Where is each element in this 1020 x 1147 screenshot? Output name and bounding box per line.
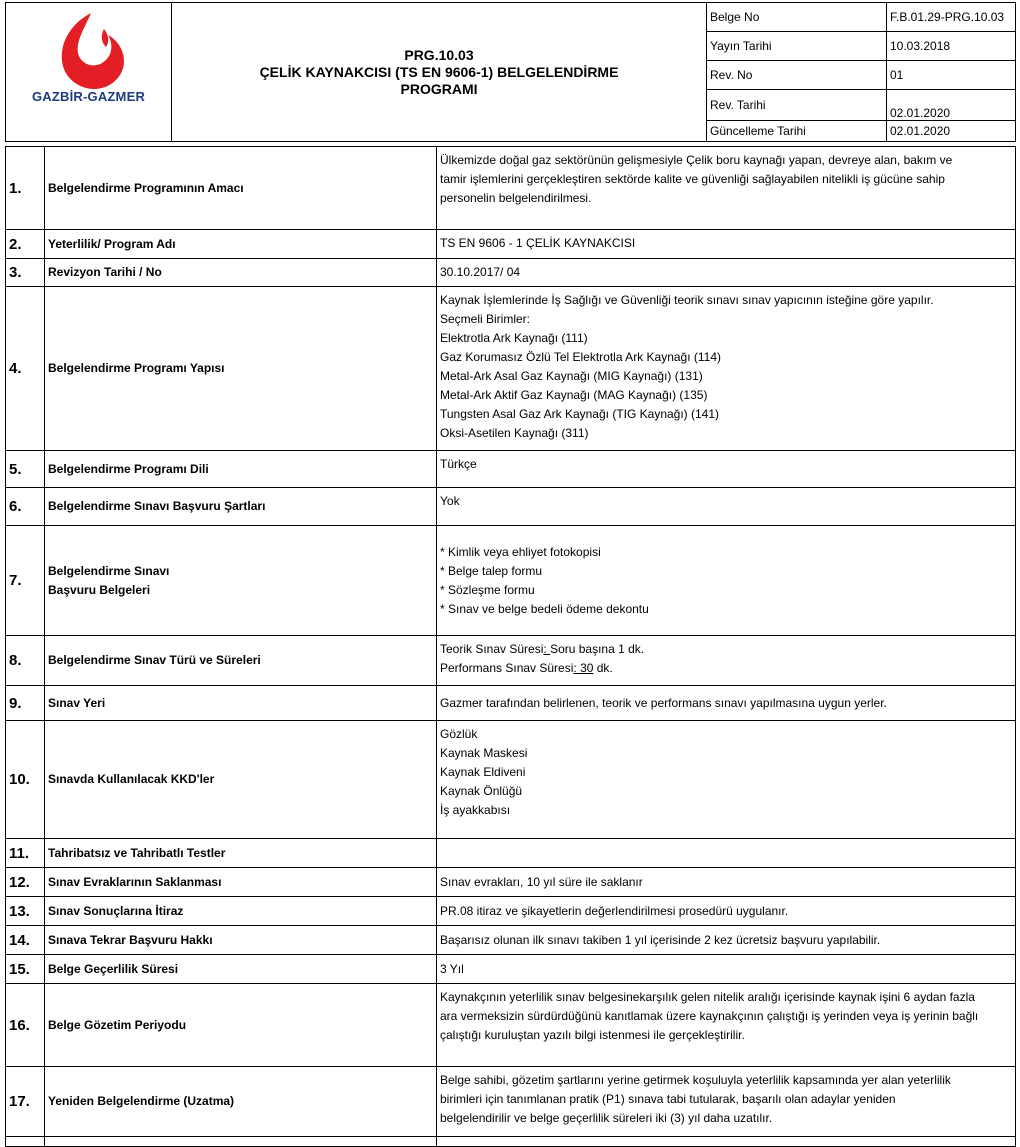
table-row — [6, 926, 1016, 955]
meta-value: 02.01.2020 — [887, 121, 1016, 142]
row-label: Yeterlilik/ Program Adı — [45, 230, 437, 259]
value-line: Tungsten Asal Gaz Ark Kaynağı (TIG Kaynağı) (141) — [440, 407, 720, 421]
row-label: Belgelendirme Sınav Türü ve Süreleri — [45, 636, 437, 686]
row-value: 30.10.2017/ 04 — [437, 259, 1016, 287]
value-line: * Sözleşme formu — [440, 582, 535, 597]
row-value: Gazmer tarafından belirlenen, teorik ve performans sınavı yapılmasına uygun yerler. — [437, 686, 1016, 721]
row-label: Revizyon Tarihi / No — [45, 259, 437, 287]
value-line: Metal-Ark Asal Gaz Kaynağı (MIG Kaynağı) (131) — [440, 369, 703, 383]
meta-label: Belge No — [707, 3, 887, 32]
value-line: Kaynak Maskesi — [440, 746, 528, 760]
value-line: Metal-Ark Aktif Gaz Kaynağı (MAG Kaynağı) (135) — [440, 388, 708, 402]
value-line: Kaynak İşlemlerinde İş Sağlığı ve Güvenliği teorik sınavı sınav yapıcının isteğine göre yapılır. — [440, 293, 934, 307]
value-line: Gaz Korumasız Özlü Tel Elektrotla Ark Kaynağı (114) — [440, 350, 722, 364]
document-header — [5, 2, 1016, 142]
table-row — [6, 686, 1016, 721]
value-line: * Kimlik veya ehliyet fotokopisi — [440, 544, 601, 559]
meta-label: Rev. Tarihi — [707, 90, 887, 121]
row-label: Belge Geçerlilik Süresi — [45, 955, 437, 984]
table-row — [6, 451, 1016, 488]
row-value: Sınav evrakları, 10 yıl süre ile saklanır — [437, 868, 1016, 897]
row-label: Belgelendirme Sınavı Başvuru Şartları — [45, 488, 437, 526]
value-line: çalıştığı kuruluştan yazılı bilgi istenmesi ile gerçekleştirilir. — [440, 1028, 745, 1042]
row-number: 14. — [6, 926, 45, 955]
row-number: 8. — [6, 636, 45, 686]
row-value — [437, 636, 1016, 686]
row-value — [437, 526, 1016, 636]
value-line: Elektrotla Ark Kaynağı (111) — [440, 331, 588, 345]
table-row — [6, 984, 1016, 1067]
value-line: personelin belgelendirilmesi. — [440, 191, 592, 205]
value-line: Kaynak Önlüğü — [440, 784, 523, 798]
row-number: 2. — [6, 230, 45, 259]
row-number: 4. — [6, 287, 45, 451]
row-number: 7. — [6, 526, 45, 636]
row-number: 15. — [6, 955, 45, 984]
empty-cell — [437, 1137, 1016, 1147]
row-number: 13. — [6, 897, 45, 926]
value-line: Ülkemizde doğal gaz sektörünün gelişmesiyle Çelik boru kaynağı yapan, devreye alan, bakım ve — [440, 153, 953, 167]
row-value — [437, 287, 1016, 451]
program-table — [5, 146, 1016, 1147]
row-number: 3. — [6, 259, 45, 287]
table-row — [6, 488, 1016, 526]
table-row — [6, 147, 1016, 230]
table-row — [6, 955, 1016, 984]
text-segment: : — [573, 661, 581, 675]
row-label: Belgelendirme Programı Yapısı — [45, 287, 437, 451]
row-value — [437, 839, 1016, 868]
value-line: Kaynakçının yeterlilik sınav belgesinekarşılık gelen nitelik aralığı içerisinde kaynak işini 6 aydan fazla — [440, 990, 975, 1004]
row-value: PR.08 itiraz ve şikayetlerin değerlendirilmesi prosedürü uygulanır. — [437, 897, 1016, 926]
value-line: * Belge talep formu — [440, 563, 543, 578]
table-row — [6, 1067, 1016, 1137]
meta-label: Rev. No — [707, 61, 887, 90]
row-number: 10. — [6, 721, 45, 839]
table-row — [6, 636, 1016, 686]
row-label: Sınavda Kullanılacak KKD'ler — [45, 721, 437, 839]
table-row — [6, 897, 1016, 926]
row-value — [437, 721, 1016, 839]
row-label: Belgelendirme Programının Amacı — [45, 147, 437, 230]
text-segment: Soru başına 1 dk. — [550, 642, 645, 656]
row-number: 1. — [6, 147, 45, 230]
meta-value: 10.03.2018 — [887, 32, 1016, 61]
meta-value: 02.01.2020 — [887, 90, 1016, 121]
row-number: 12. — [6, 868, 45, 897]
row-number: 6. — [6, 488, 45, 526]
logo-text: GAZBİR-GAZMER — [31, 89, 146, 104]
row-label: Sınava Tekrar Başvuru Hakkı — [45, 926, 437, 955]
table-row — [6, 868, 1016, 897]
title-code: PRG.10.03 — [404, 46, 474, 63]
row-value: Türkçe — [437, 451, 1016, 488]
table-row — [6, 839, 1016, 868]
value-line: * Sınav ve belge bedeli ödeme dekontu — [440, 601, 649, 616]
meta-label: Yayın Tarihi — [707, 32, 887, 61]
row-label — [45, 526, 437, 636]
value-line: Oksi-Asetilen Kaynağı (311) — [440, 426, 589, 440]
row-value: 3 Yıl — [437, 955, 1016, 984]
meta-value: 01 — [887, 61, 1016, 90]
meta-value: F.B.01.29-PRG.10.03 — [887, 3, 1016, 32]
row-value — [437, 1067, 1016, 1137]
text-segment: Performans Sınav Süresi — [440, 661, 574, 675]
value-line: İş ayakkabısı — [440, 803, 511, 817]
gazbir-flame-logo-icon — [44, 9, 134, 93]
table-row — [6, 287, 1016, 451]
value-line: belgelendirilir ve belge geçerlilik süreleri iki (3) yıl daha uzatılır. — [440, 1111, 773, 1125]
row-label: Belgelendirme Programı Dili — [45, 451, 437, 488]
value-line: ara vermeksizin sürdürdüğünü kanıtlamak üzere kaynakçının çalıştığı iş yerinden veya iş yerinin bağlı — [440, 1009, 979, 1023]
table-row — [6, 1137, 1016, 1147]
table-row — [6, 526, 1016, 636]
value-line: birimleri için tanımlanan pratik (P1) sınava tabi tutularak, başarılı olan adaylar yeniden — [440, 1092, 896, 1106]
row-number: 11. — [6, 839, 45, 868]
row-number: 16. — [6, 984, 45, 1067]
value-line: Kaynak Eldiveni — [440, 765, 526, 779]
meta-label: Güncelleme Tarihi — [707, 121, 887, 142]
logo-cell — [6, 3, 172, 142]
row-value — [437, 147, 1016, 230]
row-label: Sınav Evraklarının Saklanması — [45, 868, 437, 897]
value-line: tamir işlemlerini gerçekleştiren sektörde kalite ve güvenliği sağlayabilen nitelikli iş gücüne sahip — [440, 172, 945, 186]
empty-cell — [6, 1137, 45, 1147]
title-line: PROGRAMI — [400, 80, 478, 97]
text-segment: Teorik Sınav Süresi — [440, 642, 544, 656]
row-label: Tahribatsız ve Tahribatlı Testler — [45, 839, 437, 868]
row-number: 9. — [6, 686, 45, 721]
title-line: ÇELİK KAYNAKCISI (TS EN 9606-1) BELGELENDİRME — [259, 63, 619, 80]
row-value: Başarısız olunan ilk sınavı takiben 1 yıl içerisinde 2 kez ücretsiz başvuru yapılabilir. — [437, 926, 1016, 955]
text-segment: dk. — [593, 661, 613, 675]
label-line: Başvuru Belgeleri — [48, 582, 151, 597]
value-line: Belge sahibi, gözetim şartlarını yerine getirmek koşuluyla yeterlilik kapsamında yer alan yeterlilik — [440, 1073, 951, 1087]
row-value: TS EN 9606 - 1 ÇELİK KAYNAKCISI — [437, 230, 1016, 259]
row-number: 17. — [6, 1067, 45, 1137]
value-line: Seçmeli Birimler: — [440, 312, 531, 326]
table-row — [6, 230, 1016, 259]
text-segment: : — [543, 642, 551, 656]
row-value: Yok — [437, 488, 1016, 526]
row-label: Belge Gözetim Periyodu — [45, 984, 437, 1067]
row-value — [437, 984, 1016, 1067]
empty-cell — [45, 1137, 437, 1147]
row-label: Yeniden Belgelendirme (Uzatma) — [45, 1067, 437, 1137]
value-line — [440, 640, 1011, 659]
document-title — [172, 3, 707, 142]
label-line: Belgelendirme Sınavı — [48, 563, 170, 578]
text-segment: 30 — [580, 661, 594, 675]
table-row — [6, 259, 1016, 287]
row-label: Sınav Yeri — [45, 686, 437, 721]
row-number: 5. — [6, 451, 45, 488]
value-line — [440, 659, 1011, 678]
table-row — [6, 721, 1016, 839]
value-line: Gözlük — [440, 727, 478, 741]
row-label: Sınav Sonuçlarına İtiraz — [45, 897, 437, 926]
